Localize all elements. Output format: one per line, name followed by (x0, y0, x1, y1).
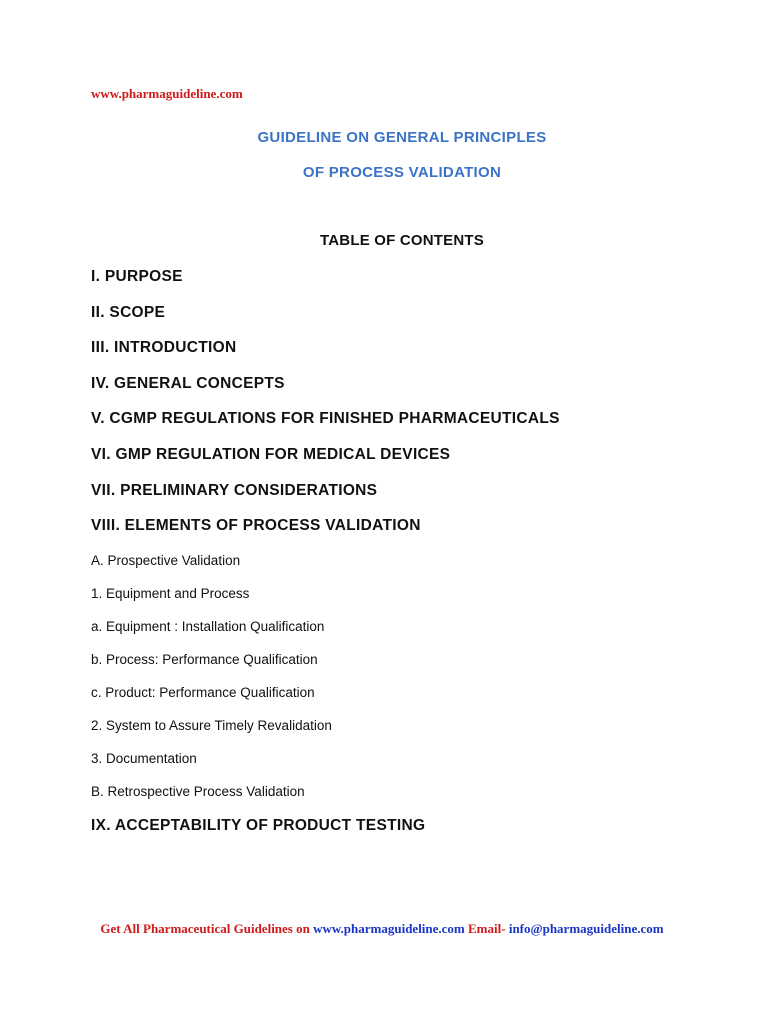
footer-email-label: Email- (464, 921, 509, 936)
toc-item-introduction: III. INTRODUCTION (91, 339, 237, 356)
toc-item-acceptability: IX. ACCEPTABILITY OF PRODUCT TESTING (91, 817, 426, 834)
toc-subitem-product-pq: c. Product: Performance Qualification (91, 685, 315, 700)
document-title-line-2: OF PROCESS VALIDATION (302, 164, 502, 181)
toc-subitem-documentation: 3. Documentation (91, 751, 197, 766)
toc-item-preliminary-considerations: VII. PRELIMINARY CONSIDERATIONS (91, 482, 378, 499)
document-title-line-1: GUIDELINE ON GENERAL PRINCIPLES (257, 129, 547, 146)
toc-subitem-equipment-iq: a. Equipment : Installation Qualification (91, 619, 325, 634)
toc-item-cgmp-regulations: V. CGMP REGULATIONS FOR FINISHED PHARMACEUTICALS (91, 410, 560, 427)
toc-heading: TABLE OF CONTENTS (320, 232, 484, 249)
toc-subitem-revalidation: 2. System to Assure Timely Revalidation (91, 718, 332, 733)
header-site-link[interactable]: www.pharmaguideline.com (91, 86, 243, 101)
footer-prefix: Get All Pharmaceutical Guidelines on (100, 921, 314, 936)
toc-item-general-concepts: IV. GENERAL CONCEPTS (91, 375, 285, 392)
toc-subitem-equipment-process: 1. Equipment and Process (91, 586, 250, 601)
toc-subitem-prospective-validation: A. Prospective Validation (91, 553, 241, 568)
toc-subitem-retrospective-validation: B. Retrospective Process Validation (91, 784, 305, 799)
toc-item-gmp-medical-devices: VI. GMP REGULATION FOR MEDICAL DEVICES (91, 446, 451, 463)
toc-subitem-process-pq: b. Process: Performance Qualification (91, 652, 318, 667)
toc-item-elements-of-validation: VIII. ELEMENTS OF PROCESS VALIDATION (91, 517, 421, 534)
footer (0, 921, 764, 937)
toc-item-scope: II. SCOPE (91, 304, 166, 321)
footer-email-link[interactable]: info@pharmaguideline.com (508, 921, 664, 936)
footer-site-link[interactable]: www.pharmaguideline.com (313, 921, 465, 936)
toc-item-purpose: I. PURPOSE (91, 268, 183, 285)
